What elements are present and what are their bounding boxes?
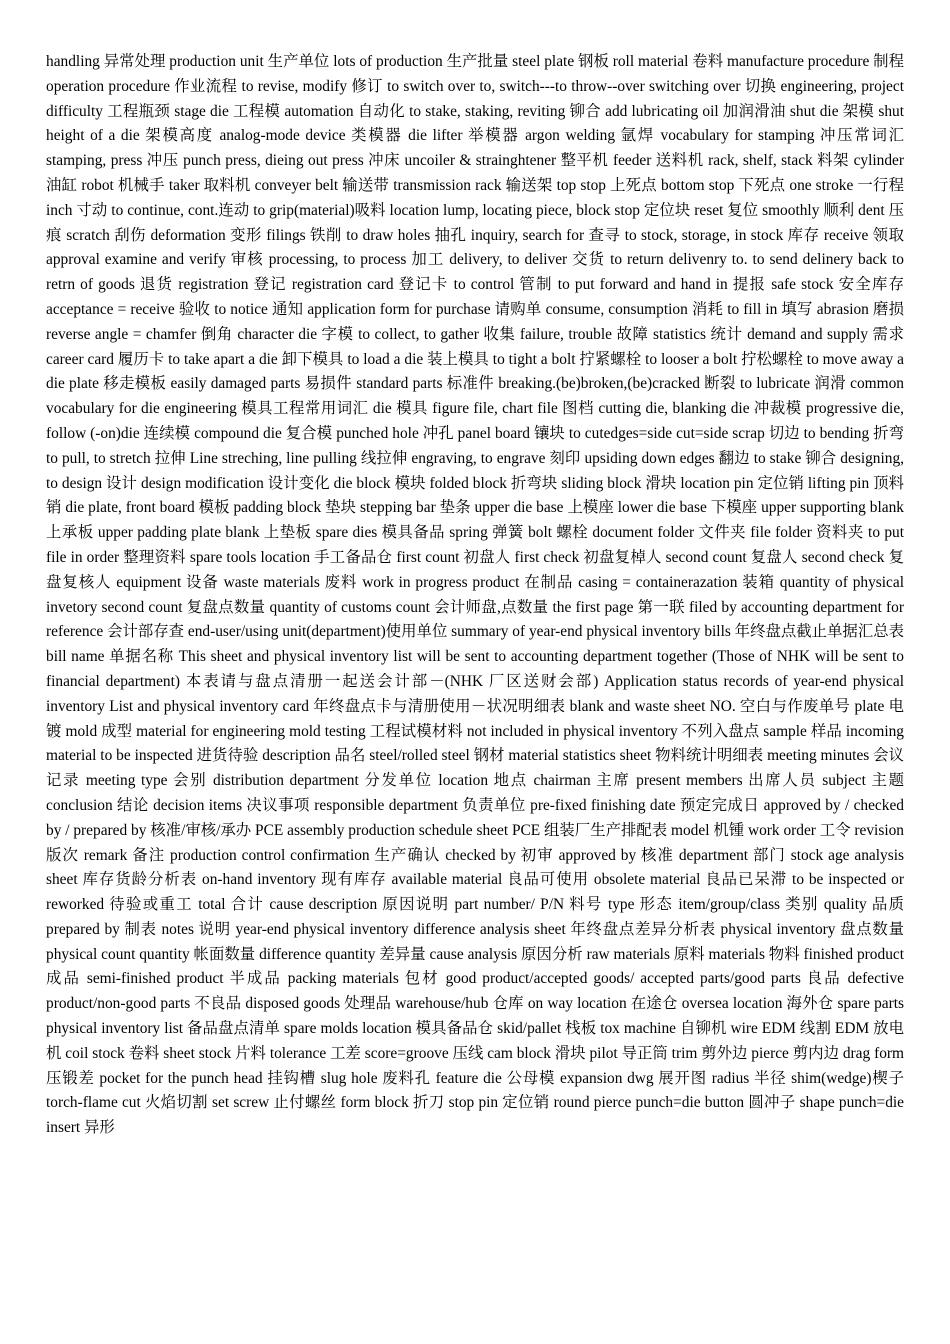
document-page — [46, 50, 904, 1310]
glossary-text: handling 异常处理 production unit 生产单位 lots of production 生产批量 steel plate 钢板 roll material 卷料 manufacture procedure 制程 operation procedure 作业流程 to revise, modify 修订 to switch over to, switch---to throw--over switching over 切换 engineering, project difficulty 工程瓶颈 stage die 工程模 automation 自动化 to stake, staking, reviting 铆合 add lubricating oil 加润滑油 shut die 架模 shut height of a die 架模高度 analog-mode device 类模器 die lifter 举模器 argon welding 氩焊 vocabulary for stamping 冲压常词汇 stamping, press 冲压 punch press, dieing out press 冲床 uncoiler & strainghtener 整平机 feeder 送料机 rack, shelf, stack 料架 cylinder 油缸 robot 机械手 taker 取料机 conveyer belt 输送带 transmission rack 输送架 top stop 上死点 bottom stop 下死点 one stroke 一行程 inch 寸动 to continue, cont.连动 to grip(material)吸料 location lump, locating piece, block stop 定位块 reset 复位 smoothly 顺利 dent 压痕 scratch 刮伤 deformation 变形 filings 铁削 to draw holes 抽孔 inquiry, search for 查寻 to stock, storage, in stock 库存 receive 领取 approval examine and verify 审核 processing, to process 加工 delivery, to deliver 交货 to return delivenry to. to send delinery back to retrn of goods 退货 registration 登记 registration card 登记卡 to control 管制 to put forward and hand in 提报 safe stock 安全库存 acceptance = receive 验收 to notice 通知 application form for purchase 请购单 consume, consumption 消耗 to fill in 填写 abrasion 磨损 reverse angle = chamfer 倒角 character die 字模 to collect, to gather 收集 failure, trouble 故障 statistics 统计 demand and supply 需求 career card 履历卡 to take apart a die 卸下模具 to load a die 装上模具 to tight a bolt 拧紧螺栓 to looser a bolt 拧松螺栓 to move away a die plate 移走模板 easily damaged parts 易损件 standard parts 标准件 breaking.(be)broken,(be)cracked 断裂 to lubricate 润滑 common vocabulary for die engineering 模具工程常用词汇 die 模具 figure file, chart file 图档 cutting die, blanking die 冲裁模 progressive die, follow (-on)die 连续模 compound die 复合模 punched hole 冲孔 panel board 镶块 to cutedges=side cut=side scrap 切边 to bending 折弯 to pull, to stretch 拉伸 Line streching, line pulling 线拉伸 engraving, to engrave 刻印 upsiding down edges 翻边 to stake 铆合 designing, to design 设计 design modification 设计变化 die block 模块 folded block 折弯块 sliding block 滑块 location pin 定位销 lifting pin 顶料销 die plate, front board 模板 padding block 垫块 stepping bar 垫条 upper die base 上模座 lower die base 下模座 upper supporting blank 上承板 upper padding plate blank 上垫板 spare dies 模具备品 spring 弹簧 bolt 螺栓 document folder 文件夹 file folder 资料夹 to put file in order 整理资料 spare tools location 手工备品仓 first count 初盘人 first check 初盘复棹人 second count 复盘人 second check 复盘复核人 equipment 设备 waste materials 废料 work in progress product 在制品 casing = containerazation 装箱 quantity of physical invetory second count 复盘点数量 quantity of customs count 会计师盘,点数量 the first page 第一联 filed by accounting department for reference 会计部存查 end-user/using unit(department)使用单位 summary of year-end physical inventory bills 年终盘点截止单据汇总表 bill name 单据名称 This sheet and physical inventory list will be sent to accounting department together (Those of NHK will be sent to financial department) 本表请与盘点清册一起送会计部－(NHK 厂区送财会部) Application status records of year-end physical inventory List and physical inventory card 年终盘点卡与清册使用－状况明细表 blank and waste sheet NO. 空白与作废单号 plate 电镀 mold 成型 material for engineering mold testing 工程试模材料 not included in physical inventory 不列入盘点 sample 样品 incoming material to be inspected 进货待验 description 品名 steel/rolled steel 钢材 material statistics sheet 物料统计明细表 meeting minutes 会议记录 meeting type 会别 distribution department 分发单位 location 地点 chairman 主席 present members 出席人员 subject 主题 conclusion 结论 decision items 决议事项 responsible department 负责单位 pre-fixed finishing date 预定完成日 approved by / checked by / prepared by 核准/审核/承办 PCE assembly production schedule sheet PCE 组装厂生产排配表 model 机锺 work order 工令 revision 版次 remark 备注 production control confirmation 生产确认 checked by 初审 approved by 核准 department 部门 stock age analysis sheet 库存货龄分析表 on-hand inventory 现有库存 available material 良品可使用 obsolete material 良品已呆滞 to be inspected or reworked 待验或重工 total 合计 cause description 原因说明 part number/ P/N 料号 type 形态 item/group/class 类别 quality 品质 prepared by 制表 notes 说明 year-end physical inventory difference analysis sheet 年终盘点差异分析表 physical inventory 盘点数量 physical count quantity 帐面数量 difference quantity 差异量 cause analysis 原因分析 raw materials 原料 materials 物料 finished product 成品 semi-finished product 半成品 packing materials 包材 good product/accepted goods/ accepted parts/good parts 良品 defective product/non-good parts 不良品 disposed goods 处理品 warehouse/hub 仓库 on way location 在途仓 oversea location 海外仓 spare parts physical inventory list 备品盘点清单 spare molds location 模具备品仓 skid/pallet 栈板 tox machine 自铆机 wire EDM 线割 EDM 放电机 coil stock 卷料 sheet stock 片料 tolerance 工差 score=groove 压线 cam block 滑块 pilot 导正筒 trim 剪外边 pierce 剪内边 drag form 压锻差 pocket for the punch head 挂钩槽 slug hole 废料孔 feature die 公母模 expansion dwg 展开图 radius 半径 shim(wedge)楔子 torch-flame cut 火焰切割 set screw 止付螺丝 form block 折刀 stop pin 定位销 round pierce punch=die button 圆冲子 shape punch=die insert 异形 — [46, 53, 904, 1137]
